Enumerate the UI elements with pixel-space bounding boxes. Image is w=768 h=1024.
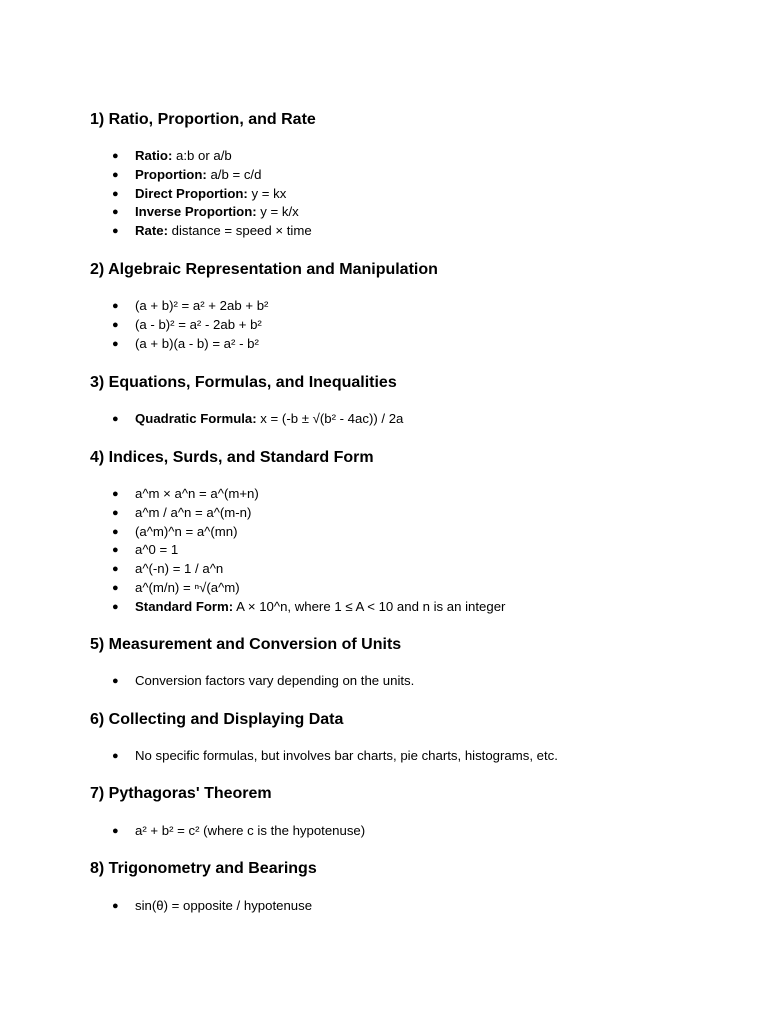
item-text: a/b = c/d [206, 166, 262, 182]
bullet-icon: ● [112, 544, 119, 557]
list-item [90, 166, 710, 185]
bullet-icon: ● [112, 581, 119, 594]
bullet-icon: ● [112, 563, 119, 576]
list-item [90, 523, 710, 542]
item-text: y = kx [247, 185, 287, 201]
section-pythagoras [90, 784, 730, 838]
bullet-icon: ● [112, 337, 119, 350]
list-item [90, 598, 710, 617]
section-heading: 5) Measurement and Conversion of Units [90, 636, 402, 653]
section-heading: 7) Pythagoras' Theorem [90, 785, 272, 802]
item-text: (a^m)^n = a^(mn) [135, 523, 238, 539]
item-label: Quadratic Formula: [135, 411, 257, 426]
bullet-icon: ● [112, 900, 119, 912]
item-text: a^(m/n) = ⁿ√(a^m) [135, 579, 240, 595]
section-heading: 4) Indices, Surds, and Standard Form [90, 449, 374, 466]
section-heading: 3) Equations, Formulas, and Inequalities [90, 374, 397, 391]
item-label: Ratio: [135, 148, 173, 163]
bullet-list [90, 485, 710, 617]
list-item [90, 316, 710, 335]
item-text: x = (-b ± √(b² - 4ac)) / 2a [256, 411, 404, 426]
list-item [90, 579, 710, 598]
list-item [90, 410, 710, 429]
item-text: (a - b)² = a² - 2ab + b² [135, 316, 262, 332]
bullet-icon: ● [112, 318, 119, 331]
bullet-icon: ● [112, 150, 119, 162]
list-item [90, 222, 710, 241]
list-item [90, 672, 710, 691]
item-text: sin(θ) = opposite / hypotenuse [135, 898, 313, 913]
section-heading: 6) Collecting and Displaying Data [90, 711, 344, 728]
bullet-icon: ● [112, 488, 119, 500]
list-item [90, 335, 710, 354]
bullet-icon: ● [112, 506, 119, 519]
item-label: Direct Proportion: [135, 185, 248, 201]
item-label: Standard Form: [135, 598, 234, 614]
list-item [90, 822, 710, 841]
bullet-icon: ● [112, 750, 119, 762]
item-text: a² + b² = c² (where c is the hypotenuse) [135, 823, 366, 838]
bullet-icon: ● [112, 413, 119, 425]
list-item [90, 504, 710, 523]
section-measurement-units [90, 635, 730, 688]
bullet-icon: ● [112, 525, 119, 538]
item-text: a^0 = 1 [135, 542, 179, 558]
section-indices-surds [90, 448, 730, 614]
list-item [90, 147, 710, 166]
section-heading: 2) Algebraic Representation and Manipulation [90, 261, 438, 278]
section-trigonometry [90, 859, 730, 913]
bullet-icon: ● [112, 168, 119, 181]
bullet-icon: ● [112, 187, 119, 200]
item-text: a:b or a/b [172, 148, 232, 163]
item-text: a^m × a^n = a^(m+n) [135, 486, 259, 501]
item-text: No specific formulas, but involves bar charts, pie charts, histograms, etc. [135, 748, 558, 763]
list-item [90, 485, 710, 504]
bullet-icon: ● [112, 225, 119, 238]
item-text: (a + b)² = a² + 2ab + b² [135, 298, 269, 313]
bullet-list [90, 897, 710, 916]
section-ratio-proportion-rate [90, 110, 730, 239]
list-item [90, 560, 710, 579]
list-item [90, 897, 710, 916]
item-text: a^m / a^n = a^(m-n) [135, 504, 252, 520]
bullet-list [90, 672, 710, 691]
bullet-icon: ● [112, 675, 119, 687]
item-text: A × 10^n, where 1 ≤ A < 10 and n is an integer [233, 598, 506, 614]
section-collecting-data [90, 710, 730, 763]
list-item [90, 541, 710, 560]
bullet-list [90, 822, 710, 841]
list-item [90, 185, 710, 204]
item-text: Conversion factors vary depending on the units. [135, 673, 415, 688]
item-text: distance = speed × time [167, 223, 312, 239]
list-item [90, 203, 710, 222]
list-item [90, 747, 710, 766]
list-item [90, 297, 710, 316]
item-text: (a + b)(a - b) = a² - b² [135, 335, 259, 351]
section-heading: 8) Trigonometry and Bearings [90, 860, 317, 877]
bullet-icon: ● [112, 600, 119, 613]
section-equations-formulas [90, 373, 730, 426]
bullet-icon: ● [112, 206, 119, 219]
bullet-icon: ● [112, 825, 119, 837]
item-text: y = k/x [256, 204, 299, 220]
section-algebraic-representation [90, 260, 730, 351]
item-label: Proportion: [135, 166, 207, 182]
item-label: Inverse Proportion: [135, 204, 257, 220]
item-label: Rate: [135, 223, 168, 239]
bullet-list [90, 410, 710, 429]
bullet-list [90, 147, 710, 241]
section-heading: 1) Ratio, Proportion, and Rate [90, 111, 316, 128]
bullet-list [90, 747, 710, 766]
item-text: a^(-n) = 1 / a^n [135, 561, 224, 577]
bullet-icon: ● [112, 300, 119, 312]
bullet-list [90, 297, 710, 353]
